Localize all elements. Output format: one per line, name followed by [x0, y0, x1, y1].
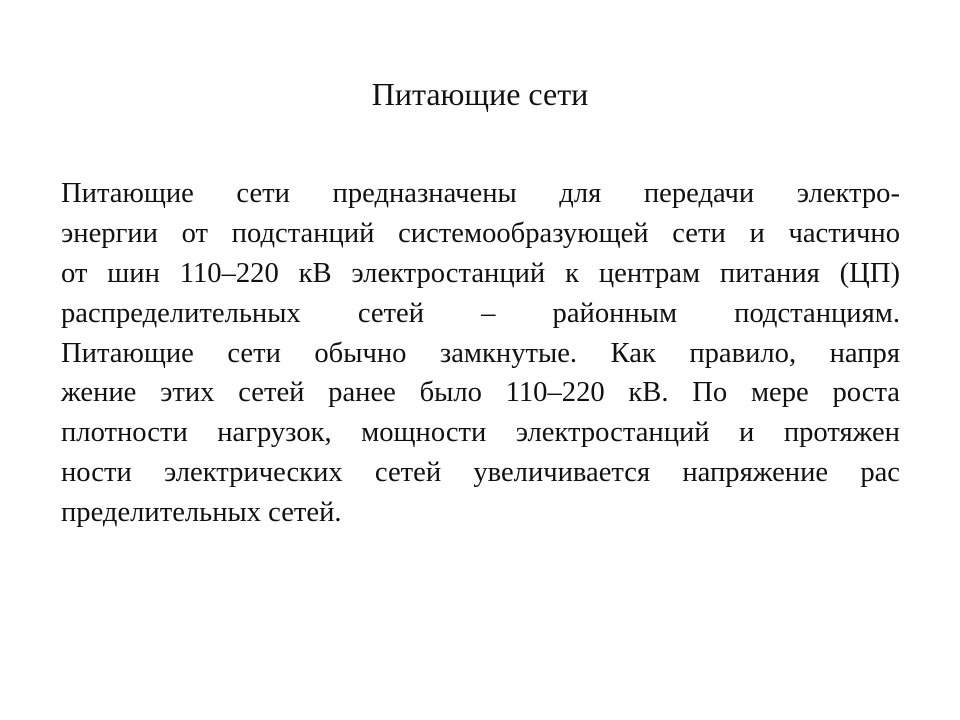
body-line: жение этих сетей ранее было 110–220 кВ. По мере роста: [61, 377, 900, 409]
slide-body-text: [61, 174, 900, 533]
body-line: Питающие сети обычно замкнутые. Как правило, напря: [61, 337, 900, 369]
body-line: от шин 110–220 кВ электростанций к центрам питания (ЦП): [61, 257, 900, 289]
body-line: плотности нагрузок, мощности электростанций и протяжен: [61, 417, 900, 449]
body-line: энергии от подстанций системообразующей сети и частично: [61, 217, 900, 249]
body-line: пределительных сетей.: [61, 497, 342, 529]
body-line: ности электрических сетей увеличивается напряжение рас: [61, 457, 900, 489]
body-line: Питающие сети предназначены для передачи электро-: [61, 178, 900, 209]
body-line: распределительных сетей – районным подстанциям.: [61, 297, 900, 329]
slide-title: Питающие сети: [371, 76, 589, 112]
